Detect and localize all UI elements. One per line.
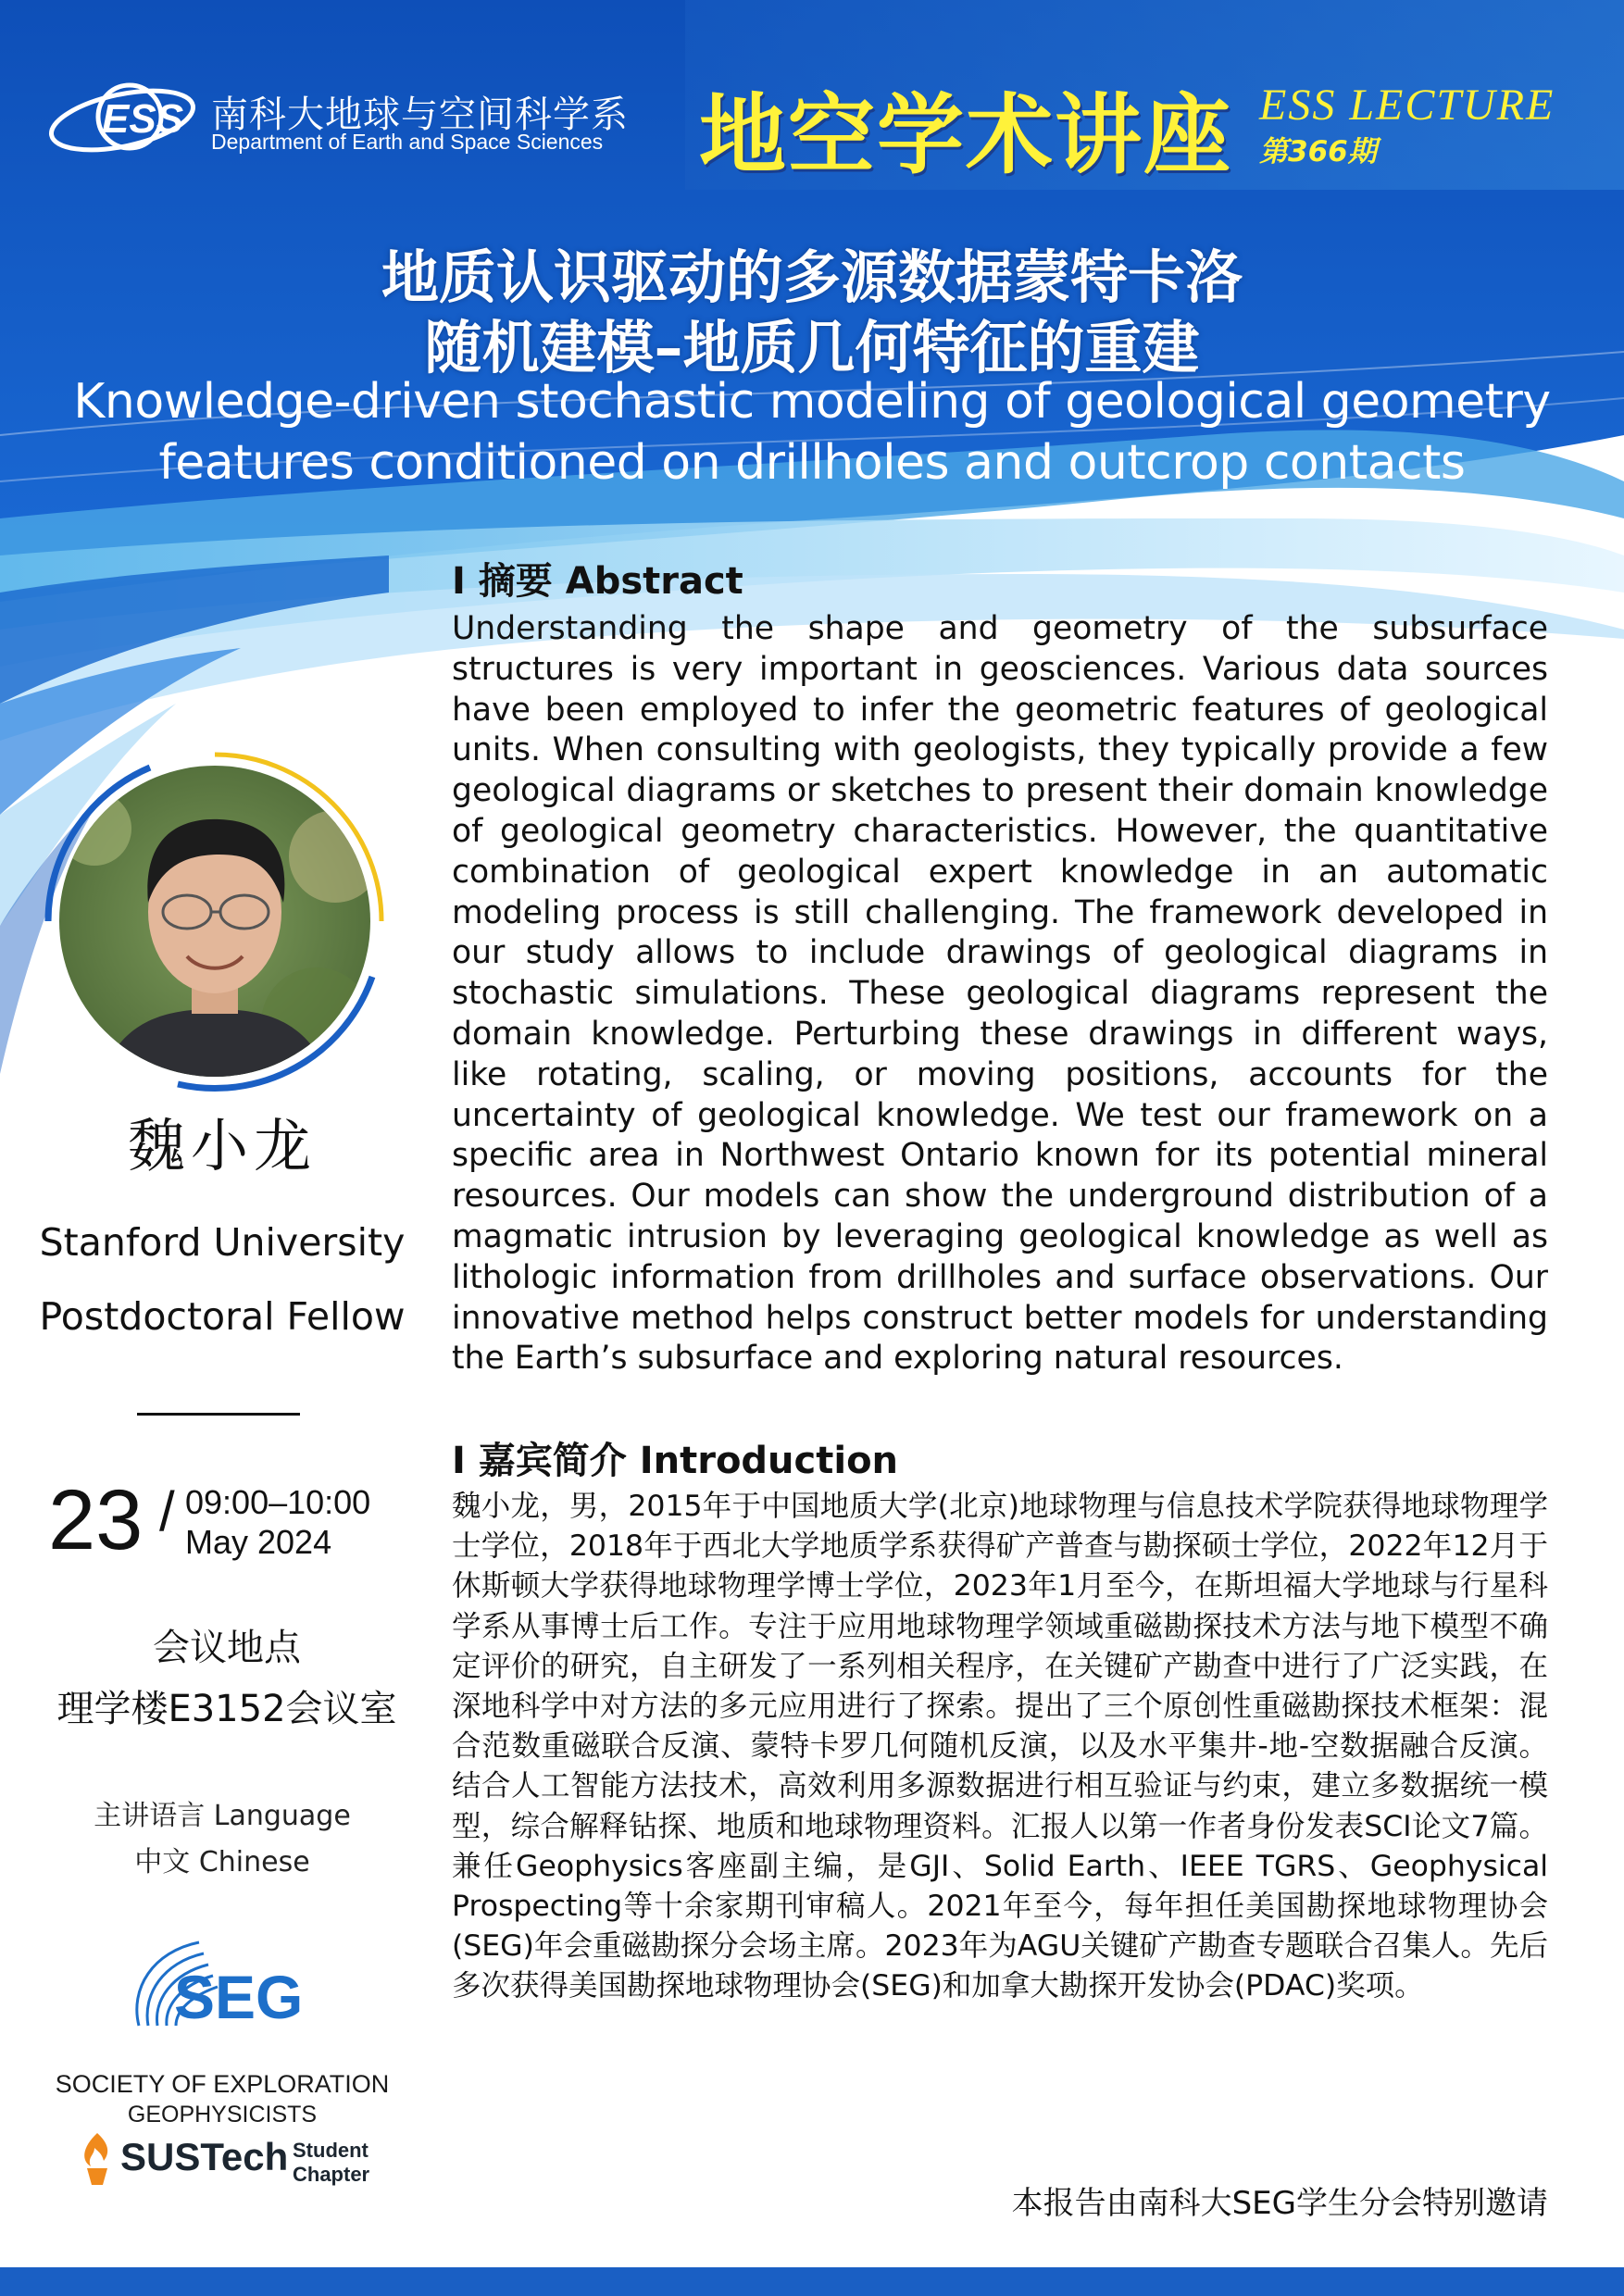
department-name-en: Department of Earth and Space Sciences bbox=[211, 130, 604, 154]
talk-title-cn-line2: 随机建模–地质几何特征的重建 bbox=[424, 314, 1200, 381]
abstract-heading: I 摘要 Abstract bbox=[452, 560, 743, 603]
speaker-position: Postdoctoral Fellow bbox=[39, 1294, 406, 1339]
chapter-label-line2: Chapter bbox=[293, 2163, 370, 2186]
invitation-note: 本报告由南科大SEG学生分会特别邀请 bbox=[1011, 2185, 1548, 2222]
venue-label: 会议地点 bbox=[153, 1627, 301, 1669]
language-value: 中文 Chinese bbox=[134, 1846, 310, 1878]
venue-value: 理学楼E3152会议室 bbox=[56, 1688, 397, 1730]
lecture-issue-number: 第366期 bbox=[1259, 135, 1377, 168]
date-slash: / bbox=[159, 1480, 175, 1542]
introduction-heading: I 嘉宾简介 Introduction bbox=[452, 1440, 899, 1482]
lecture-series-title-cn: 地空学术讲座 bbox=[699, 84, 1233, 186]
talk-title-cn-line1: 地质认识驱动的多源数据蒙特卡洛 bbox=[381, 243, 1243, 311]
svg-text:ESS: ESS bbox=[102, 96, 184, 142]
sustech-torch-icon bbox=[74, 2129, 120, 2187]
seg-name-line1: SOCIETY OF EXPLORATION bbox=[55, 2070, 390, 2098]
language-label: 主讲语言 Language bbox=[94, 1800, 351, 1832]
event-day: 23 bbox=[48, 1473, 144, 1567]
chapter-label-line1: Student bbox=[293, 2139, 369, 2162]
svg-text:SEG: SEG bbox=[174, 1963, 304, 2031]
speaker-name: 魏小龙 bbox=[127, 1112, 317, 1179]
abstract-text: Understanding the shape and geometry of the subsurface structures is very important in geosciences. Various data sources have been employed to infer the geometric features of geological units. When consulting with geologists, they typically provide a few geological diagrams or sketches to present their domain knowledge of geological geometry characteristics. However, the quantitative combination of geological expert knowledge in an automatic modeling process is still challenging. The framework developed in our study allows to include drawings of geological diagrams in stochastic simulations. These geological diagrams represent the domain knowledge. Perturbing these drawings in different ways, like rotating, scaling, or moving positions, accounts for the uncertainty of geological knowledge. We test our framework on a specific area in Northwest Ontario known for its potential mineral resources. Our models can show the underground distribution of a magmatic intrusion by leveraging geological knowledge as well as lithologic information from drillholes and surface observations. Our innovative method helps construct better models for understanding the Earth’s subsurface and exploring natural resources. bbox=[452, 610, 1548, 1378]
speaker-affiliation: Stanford University bbox=[39, 1220, 406, 1265]
sustech-name: SUSTech bbox=[120, 2135, 289, 2178]
department-logo-icon bbox=[46, 72, 199, 165]
divider bbox=[137, 1413, 300, 1416]
lecture-series-title-en: ESS LECTURE bbox=[1259, 81, 1555, 130]
introduction-text: 魏小龙，男，2015年于中国地质大学(北京)地球物理与信息技术学院获得地球物理学士学位，2018年于西北大学地质学系获得矿产普查与勘探硕士学位，2022年12月于休斯顿大学获得地球物理学博士学位，2023年1月至今，在斯坦福大学地球与行星科学系从事博士后工作。专注于应用地球物理学领域重磁勘探技术方法与地下模型不确定评价的研究，自主研发了一系列相关程序，在关键矿产勘查中进行了广泛实践，在深地科学中对方法的多元应用进行了探索。提出了三个原创性重磁勘探技术框架：混合范数重磁联合反演、蒙特卡罗几何随机反演，以及水平集井-地-空数据融合反演。结合人工智能方法技术，高效利用多源数据进行相互验证与约束，建立多数据统一模型，综合解释钻探、地质和地球物理资料。汇报人以第一作者身份发表SCI论文7篇。兼任Geophysics客座副主编，是GJI、Solid Earth、IEEE TGRS、Geophysical Prospecting等十余家期刊审稿人。2021年至今，每年担任美国勘探地球物理协会(SEG)年会重磁勘探分会场主席。2023年为AGU关键矿产勘查专题联合召集人。先后多次获得美国勘探地球物理协会(SEG)和加拿大勘探开发协会(PDAC)奖项。 bbox=[452, 1490, 1548, 2003]
department-name-cn: 南科大地球与空间科学系 bbox=[211, 94, 629, 136]
event-month-year: May 2024 bbox=[185, 1523, 332, 1561]
talk-title-en-line1: Knowledge-driven stochastic modeling of geological geometry bbox=[73, 374, 1551, 430]
footer-bar bbox=[0, 2267, 1624, 2296]
talk-title-en-line2: features conditioned on drillholes and outcrop contacts bbox=[158, 435, 1466, 491]
seg-logo-icon bbox=[111, 1933, 315, 2035]
event-time: 09:00–10:00 bbox=[185, 1483, 371, 1521]
seg-name-line2: GEOPHYSICISTS bbox=[127, 2102, 318, 2128]
speaker-photo bbox=[39, 745, 391, 1097]
